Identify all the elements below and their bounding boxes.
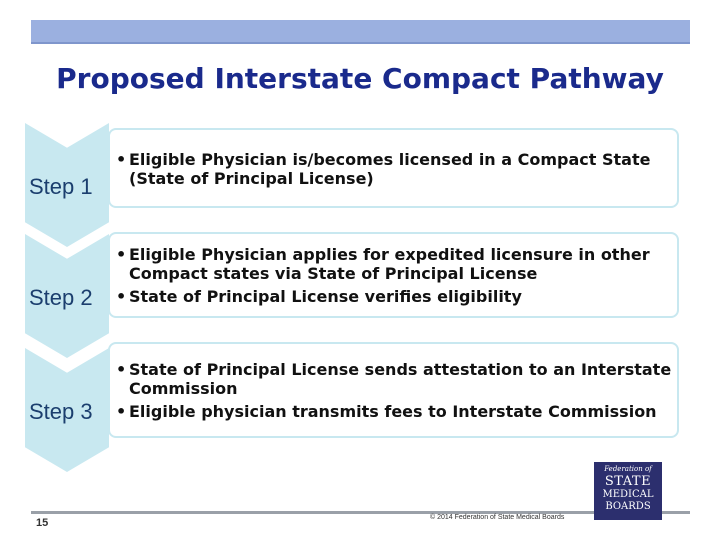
step-2-bullet-2 [116,287,672,306]
step-2-label: Step 2 [29,285,93,310]
bullet-text: Eligible physician transmits fees to Interstate Commission [129,402,657,421]
logo-line-medical: MEDICAL [602,489,654,500]
step-2-bullet-1 [116,245,672,283]
step-1-bullet-1 [116,150,672,188]
header-bar [31,20,690,44]
logo-line-state: STATE [604,474,652,489]
footer-divider [31,511,690,514]
bullet-dot: • [116,150,127,169]
bullet-dot: • [116,402,127,421]
step-3-bullet-2 [116,402,676,421]
logo-line-federation: Federation of [604,465,652,473]
step-1-label: Step 1 [29,174,93,199]
copyright-text: © 2014 Federation of State Medical Boards [430,514,565,521]
bullet-text: State of Principal License verifies eligibility [129,287,522,306]
bullet-dot: • [116,360,127,379]
bullet-text: Eligible Physician applies for expedited licensure in other Compact states via State of Principal License [129,245,650,283]
bullet-dot: • [116,245,127,264]
logo-line-boards: BOARDS [605,501,651,512]
step-3-bullet-1 [116,360,676,398]
bullet-dot: • [116,287,127,306]
step-3-label: Step 3 [29,399,93,424]
page-number: 15 [36,517,49,529]
slide-title: Proposed Interstate Compact Pathway [56,62,664,95]
bullet-text: State of Principal License sends attestation to an Interstate Commission [129,360,672,398]
fsmb-logo [594,462,662,520]
bullet-text: Eligible Physician is/becomes licensed in a Compact State (State of Principal License) [129,150,651,188]
